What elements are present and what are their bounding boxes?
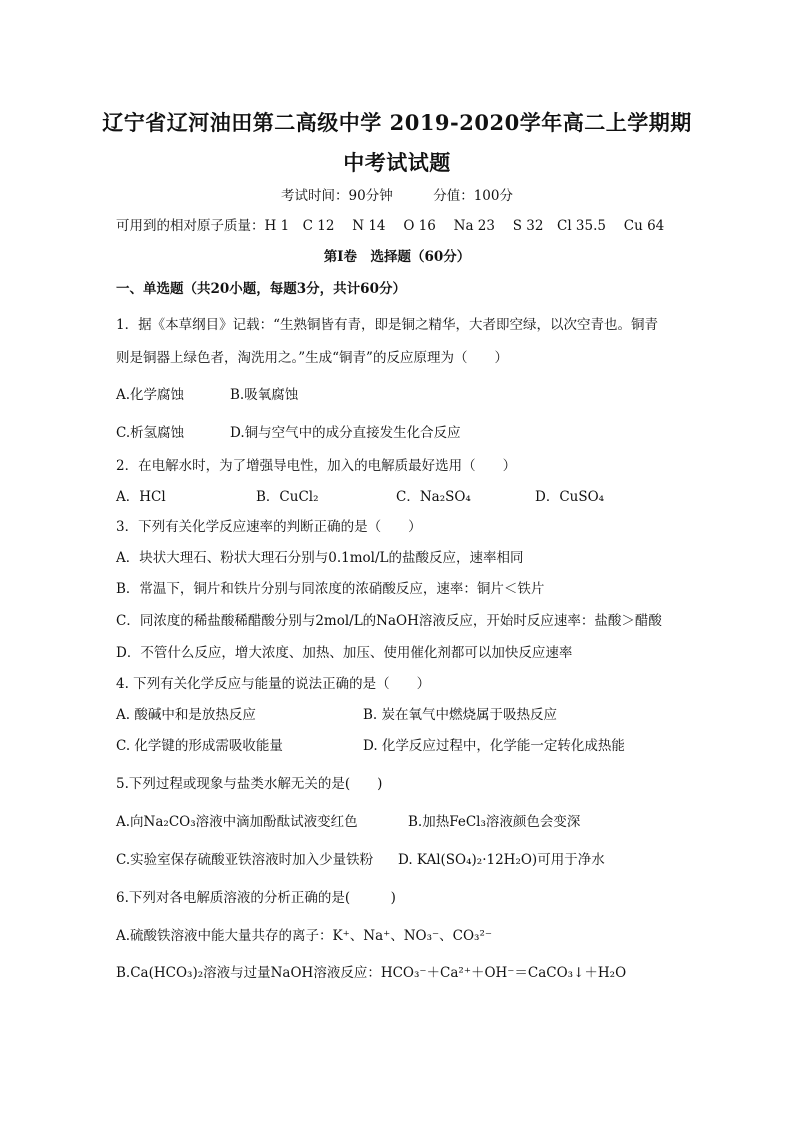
question-6-stem: 6.下列对各电解质溶液的分析正确的是( ) [116, 890, 396, 906]
question-4-option-a: A. 酸碱中和是放热反应 [116, 707, 256, 723]
question-1-option-d: D.铜与空气中的成分直接发生化合反应 [230, 425, 461, 441]
question-3-option-d: D．不管什么反应，增大浓度、加热、加压、使用催化剂都可以加快反应速率 [116, 645, 573, 661]
question-6-option-b: B.Ca(HCO₃)₂溶液与过量NaOH溶液反应：HCO₃⁻＋Ca²⁺＋OH⁻＝CaCO₃↓＋H₂O [116, 965, 627, 981]
question-1-option-c: C.析氢腐蚀 [116, 425, 185, 441]
question-5-stem: 5.下列过程或现象与盐类水解无关的是( ) [116, 776, 383, 792]
question-5-option-a: A.向Na₂CO₃溶液中滴加酚酞试液变红色 [116, 814, 358, 830]
question-5-option-d: D. KAl(SO₄)₂·12H₂O)可用于净水 [398, 852, 605, 868]
question-4-option-d: D. 化学反应过程中，化学能一定转化成热能 [363, 738, 625, 754]
part-title: 一、单选题（共20小题，每题3分，共计60分） [116, 281, 406, 297]
question-2-stem: 2．在电解水时，为了增强导电性，加入的电解质最好选用（ ） [116, 458, 517, 474]
question-3-option-a: A．块状大理石、粉状大理石分别与0.1mol/L的盐酸反应，速率相同 [116, 550, 524, 566]
question-1-option-b: B.吸氧腐蚀 [230, 387, 299, 403]
page-title-continued: 中考试试题 [343, 150, 451, 175]
volume-title: 第Ⅰ卷 选择题（60分） [323, 249, 471, 265]
page-title: 辽宁省辽河油田第二高级中学 2019-2020学年高二上学期期 [102, 110, 692, 135]
question-2-option-d: D．CuSO₄ [535, 489, 605, 505]
question-3-stem: 3．下列有关化学反应速率的判断正确的是（ ） [116, 519, 422, 535]
question-5-option-b: B.加热FeCl₃溶液颜色会变深 [408, 814, 581, 830]
question-1-stem-line-2: 则是铜器上绿色者，淘洗用之。”生成“铜青”的反应原理为（ ） [116, 350, 508, 366]
question-4-option-b: B. 炭在氧气中燃烧属于吸热反应 [363, 707, 558, 723]
question-3-option-b: B．常温下，铜片和铁片分别与同浓度的浓硝酸反应，速率：铜片＜铁片 [116, 581, 545, 597]
question-2-option-b: B．CuCl₂ [256, 489, 319, 505]
question-3-option-c: C．同浓度的稀盐酸稀醋酸分别与2mol/L的NaOH溶液反应，开始时反应速率：盐酸＞醋酸 [116, 613, 662, 629]
question-5-option-c: C.实验室保存硫酸亚铁溶液时加入少量铁粉 [116, 852, 374, 868]
question-2-option-c: C．Na₂SO₄ [396, 489, 471, 505]
question-1-stem-line-1: 1．据《本草纲目》记载：“生熟铜皆有青，即是铜之精华，大者即空绿，以次空青也。铜青 [116, 317, 658, 333]
atomic-masses: 可用到的相对原子质量：H 1 C 12 N 14 O 16 Na 23 S 32 Cl 35.5 Cu 64 [116, 218, 665, 234]
question-2-option-a: A．HCl [116, 489, 166, 505]
question-6-option-a: A.硫酸铁溶液中能大量共存的离子：K⁺、Na⁺、NO₃⁻、CO₃²⁻ [116, 928, 493, 944]
question-1-option-a: A.化学腐蚀 [116, 387, 185, 403]
question-4-stem: 4. 下列有关化学反应与能量的说法正确的是（ ） [116, 676, 431, 692]
exam-info: 考试时间：90分钟 分值：100分 [281, 188, 513, 204]
question-4-option-c: C. 化学键的形成需吸收能量 [116, 738, 283, 754]
